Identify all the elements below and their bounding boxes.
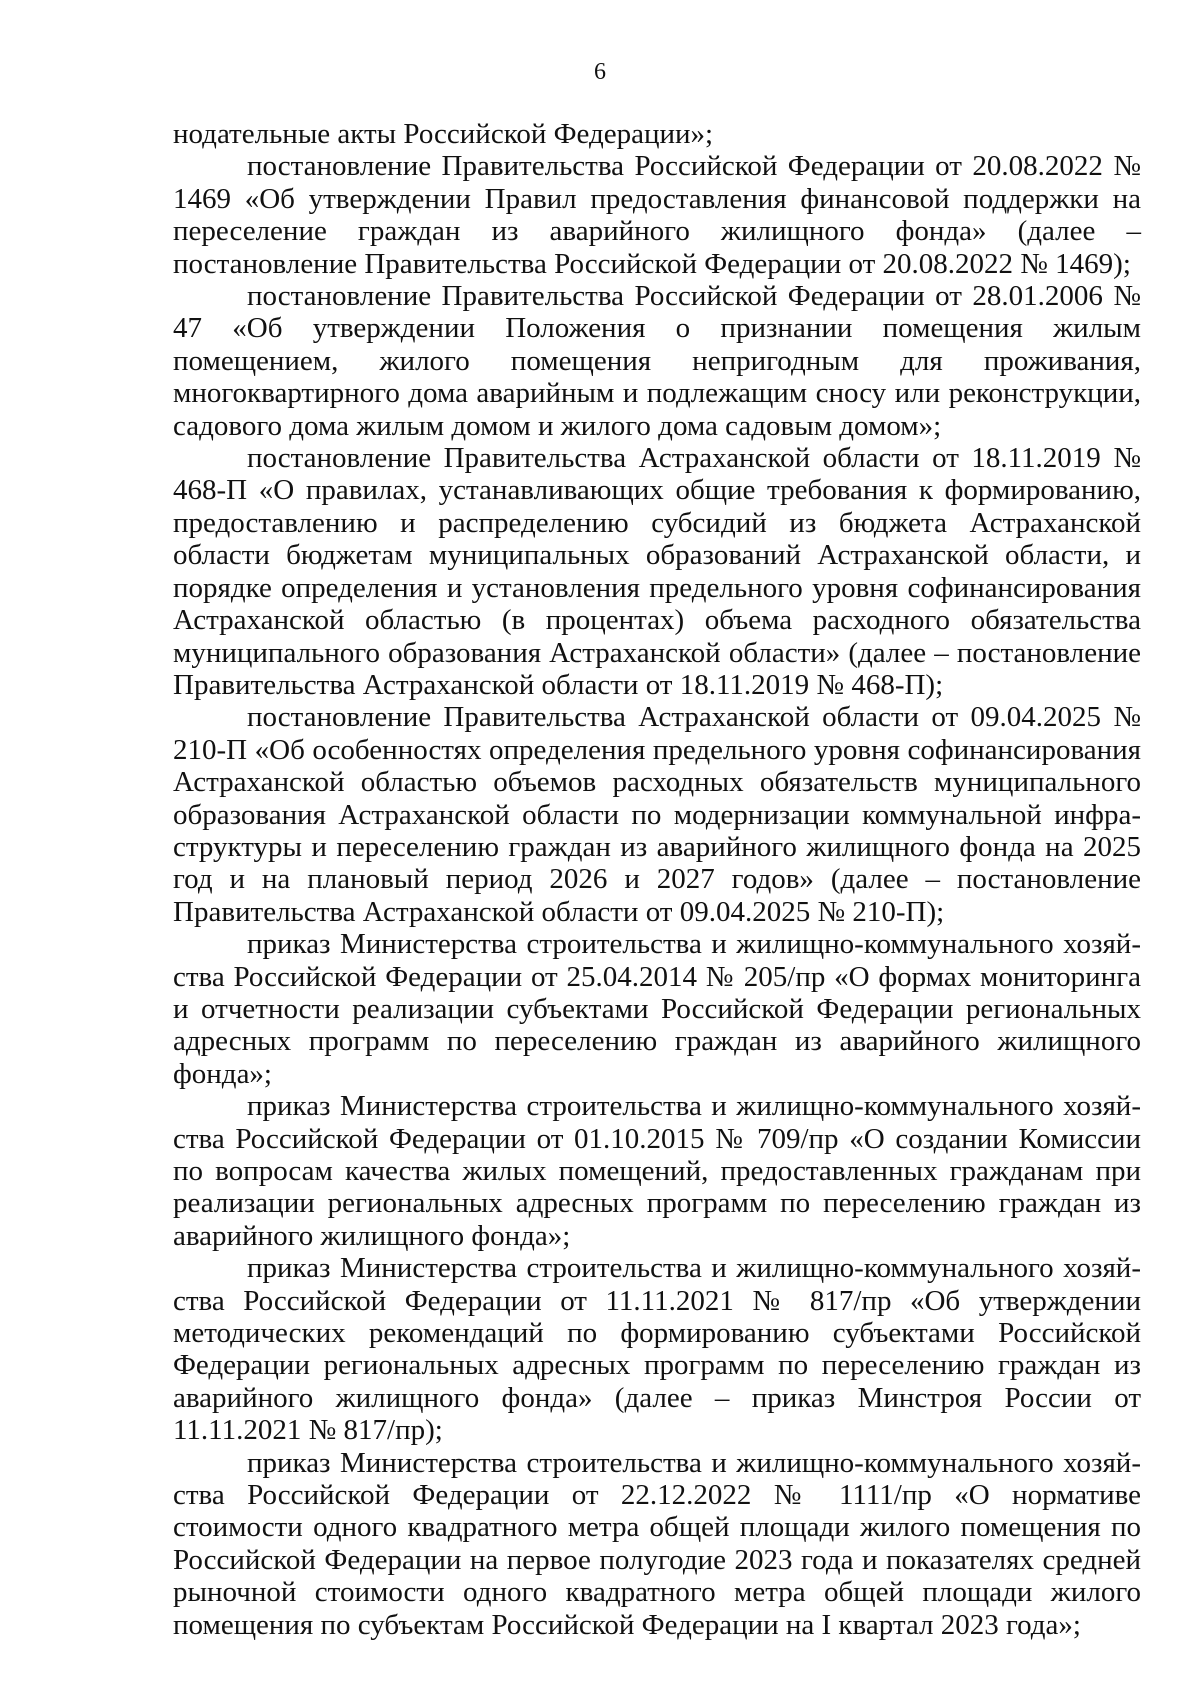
paragraph-decree-1469: постановление Правительства Российской Федерации от 20.08.2022 № 1469 «Об утверждении Правил предоставления финансовой поддержки на переселение граждан из аварийного жилищного фонда» (далее – постановление Правительства Российской Федерации от 20.08.2022 № 1469);	[173, 150, 1141, 280]
paragraph-order-205: приказ Министерства строительства и жилищно-коммунального хозяйства Российской Федерации от 25.04.2014 № 205/пр «О формах мониторинга и отчетности реализации субъектами Российской Федерации региональных адресных программ по переселению граждан из аварийного жилищного фонда»;	[173, 928, 1141, 1090]
paragraph-decree-47: постановление Правительства Российской Федерации от 28.01.2006 № 47 «Об утверждении Положения о признании помещения жилым помещением, жилого помещения непригодным для проживания, многоквартирного дома аварийным и подлежащим сносу или реконструкции, садового дома жилым домом и жилого дома садовым домом»;	[173, 280, 1141, 442]
paragraph-continuation: нодательные акты Российской Федерации»;	[173, 118, 714, 150]
document-body	[173, 118, 1141, 1641]
paragraph-decree-210p: постановление Правительства Астраханской области от 09.04.2025 № 210-П «Об особенностях определения предельного уровня софинансирования Астраханской областью объемов расходных обязательств муниципального образования Астраханской области по модернизации коммунальной инфраструктуры и переселению граждан из аварийного жилищного фонда на 2025 год и на плановый период 2026 и 2027 годов» (далее – постановление Правительства Астраханской области от 09.04.2025 № 210-П);	[173, 701, 1141, 928]
page-number: 6	[594, 59, 606, 85]
paragraph-order-817: приказ Министерства строительства и жилищно-коммунального хозяйства Российской Федерации от 11.11.2021 № 817/пр «Об утверждении методических рекомендаций по формированию субъектами Российской Федерации региональных адресных программ по переселению граждан из аварийного жилищного фонда» (далее – приказ Минстроя России от 11.11.2021 № 817/пр);	[173, 1252, 1141, 1447]
paragraph-order-709: приказ Министерства строительства и жилищно-коммунального хозяйства Российской Федерации от 01.10.2015 № 709/пр «О создании Комиссии по вопросам качества жилых помещений, предоставленных гражданам при реализации региональных адресных программ по переселению граждан из аварийного жилищного фонда»;	[173, 1090, 1141, 1252]
paragraph-order-1111: приказ Министерства строительства и жилищно-коммунального хозяйства Российской Федерации от 22.12.2022 № 1111/пр «О нормативе стоимости одного квадратного метра общей площади жилого помещения по Российской Федерации на первое полугодие 2023 года и показателях средней рыночной стоимости одного квадратного метра общей площади жилого помещения по субъектам Российской Федерации на I квартал 2023 года»;	[173, 1446, 1141, 1641]
paragraph-decree-468p: постановление Правительства Астраханской области от 18.11.2019 № 468-П «О правилах, устанавливающих общие требования к формированию, предоставлению и распределению субсидий из бюджета Астраханской области бюджетам муниципальных образований Астраханской области, и порядке определения и установления предельного уровня софинансирования Астраханской областью (в процентах) объема расходного обязательства муниципального образования Астраханской области» (далее – постановление Правительства Астраханской области от 18.11.2019 № 468-П);	[173, 442, 1141, 701]
